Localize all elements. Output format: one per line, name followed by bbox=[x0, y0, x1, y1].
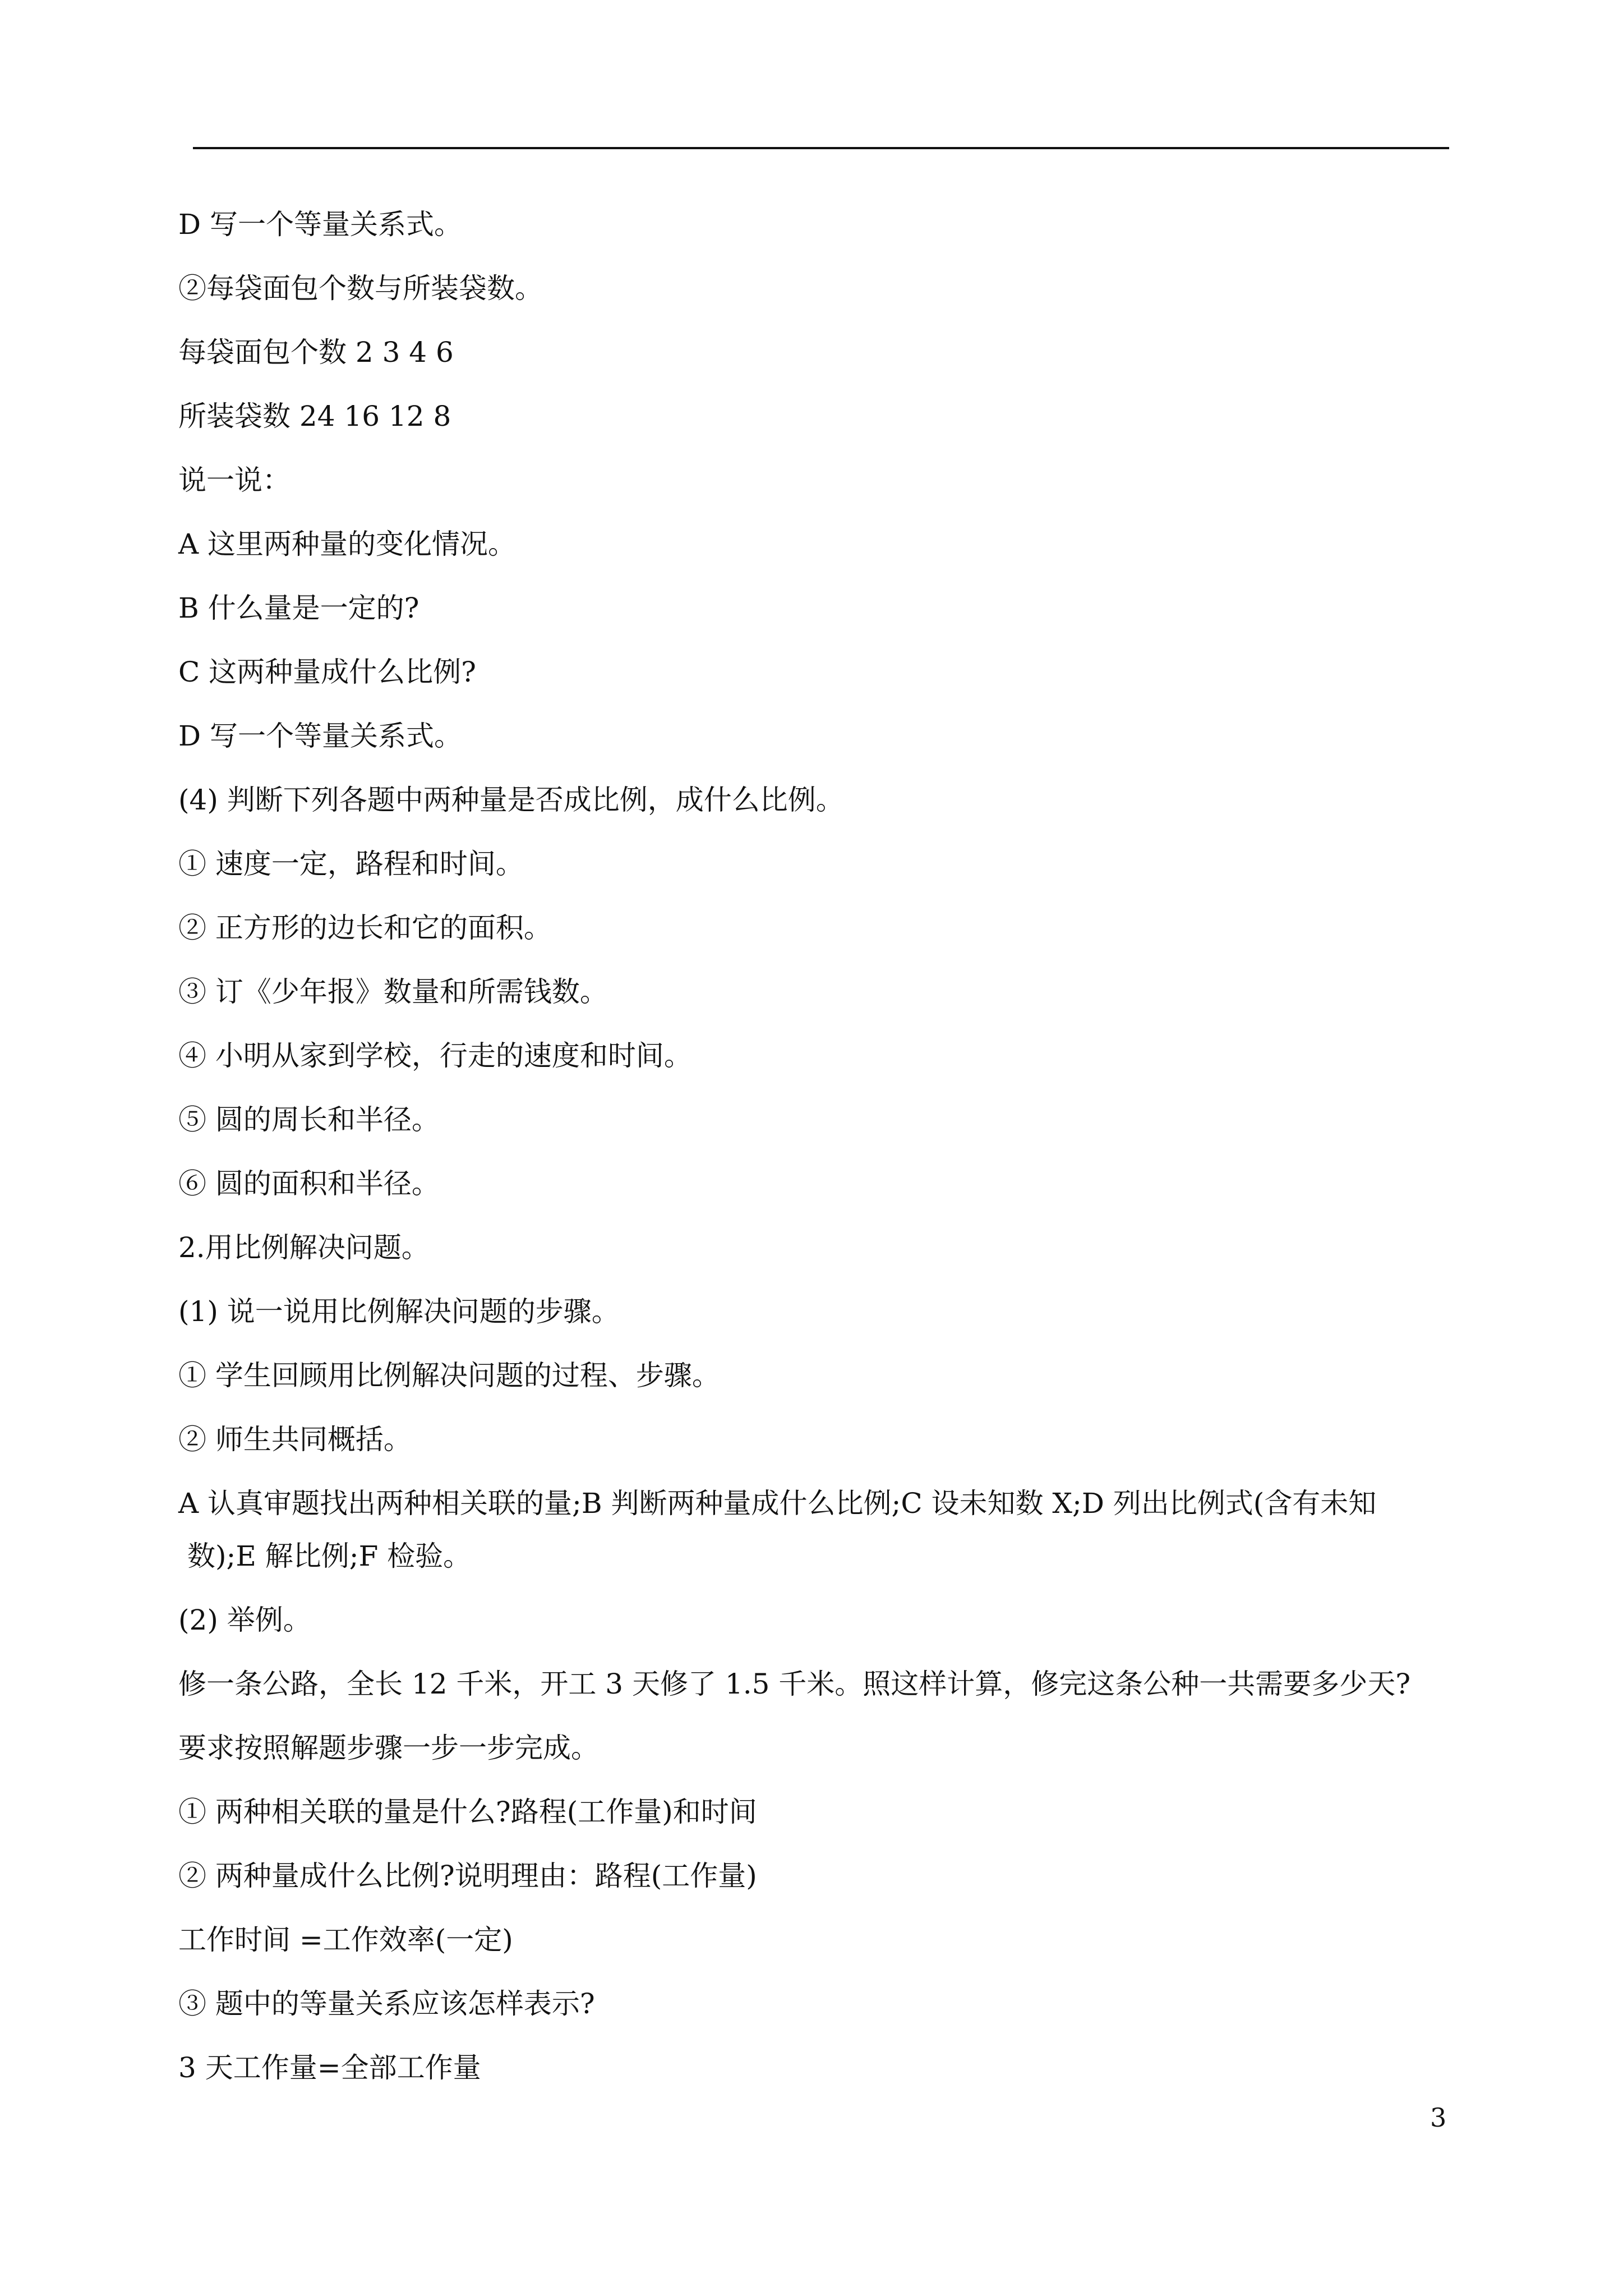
text-line: (2) 举例。 bbox=[178, 1604, 311, 1636]
text-line: ① 两种相关联的量是什么?路程(工作量)和时间 bbox=[178, 1796, 757, 1828]
text-line: ④ 小明从家到学校，行走的速度和时间。 bbox=[178, 1039, 692, 1072]
text-line: C 这两种量成什么比例? bbox=[178, 656, 476, 688]
text-line: (4) 判断下列各题中两种量是否成比例，成什么比例。 bbox=[178, 784, 844, 816]
text-line: ① 速度一定，路程和时间。 bbox=[178, 848, 524, 880]
text-line: A 这里两种量的变化情况。 bbox=[178, 528, 517, 560]
text-line: B 什么量是一定的? bbox=[178, 592, 419, 624]
text-line: ⑥ 圆的面积和半径。 bbox=[178, 1167, 440, 1200]
text-line: ① 学生回顾用比例解决问题的过程、步骤。 bbox=[178, 1359, 720, 1392]
text-line: A 认真审题找出两种相关联的量;B 判断两种量成什么比例;C 设未知数 X;D 列出比例式(含有未知 bbox=[178, 1487, 1377, 1520]
document-body bbox=[178, 208, 1451, 2115]
text-line: 说一说： bbox=[178, 464, 291, 496]
page-number: 3 bbox=[1430, 2102, 1447, 2133]
text-line: 要求按照解题步骤一步一步完成。 bbox=[178, 1732, 599, 1764]
text-line: 工作时间 =工作效率(一定) bbox=[178, 1924, 513, 1956]
text-line: 2.用比例解决问题。 bbox=[178, 1231, 430, 1264]
text-line: ⑤ 圆的周长和半径。 bbox=[178, 1103, 440, 1136]
text-line: ② 正方形的边长和它的面积。 bbox=[178, 912, 552, 944]
text-line: D 写一个等量关系式。 bbox=[178, 208, 462, 241]
text-line: D 写一个等量关系式。 bbox=[178, 720, 462, 752]
text-line: 3 天工作量=全部工作量 bbox=[178, 2051, 481, 2084]
text-line: (1) 说一说用比例解决问题的步骤。 bbox=[178, 1295, 620, 1328]
text-line: ② 师生共同概括。 bbox=[178, 1423, 412, 1456]
text-line: 每袋面包个数 2 3 4 6 bbox=[178, 336, 454, 369]
text-line: ② 两种量成什么比例?说明理由：路程(工作量) bbox=[178, 1860, 757, 1892]
text-line: 所装袋数 24 16 12 8 bbox=[178, 400, 451, 432]
text-line: ③ 订《少年报》数量和所需钱数。 bbox=[178, 976, 608, 1008]
text-line: 数);E 解比例;F 检验。 bbox=[187, 1540, 472, 1572]
text-line: ②每袋面包个数与所装袋数。 bbox=[178, 272, 543, 305]
text-line: ③ 题中的等量关系应该怎样表示? bbox=[178, 1987, 595, 2020]
header-rule bbox=[193, 147, 1449, 149]
text-line: 修一条公路，全长 12 千米，开工 3 天修了 1.5 千米。照这样计算，修完这条公种一共需要多少天? bbox=[178, 1668, 1411, 1700]
